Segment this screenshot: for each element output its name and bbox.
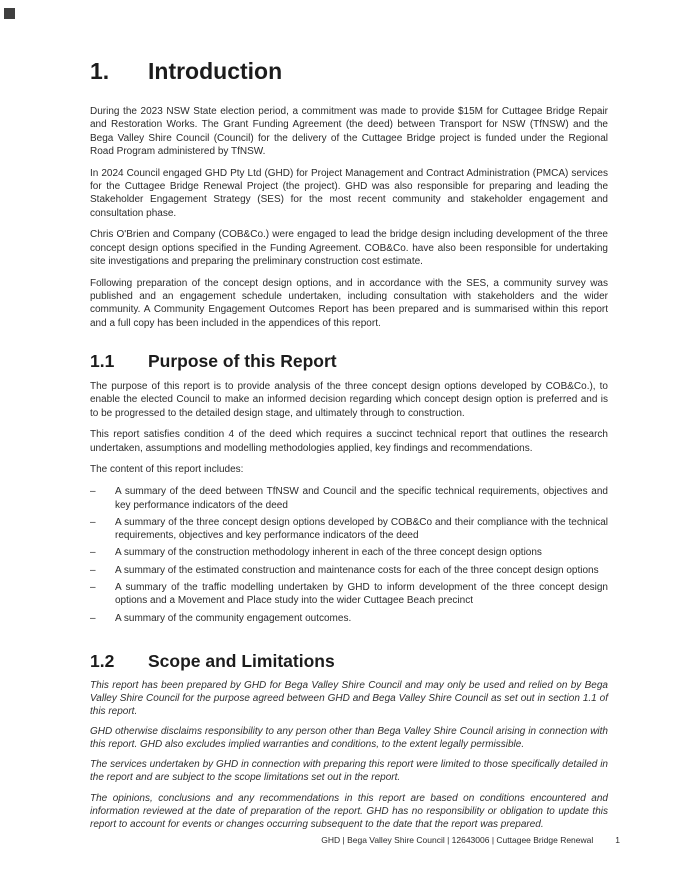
heading-title: Purpose of this Report bbox=[148, 350, 337, 371]
page-footer bbox=[90, 835, 620, 845]
list-item-text: A summary of the deed between TfNSW and Council and the specific technical requirements, objectives and key performance indicators of the deed bbox=[115, 486, 608, 511]
footer-text: GHD | Bega Valley Shire Council | 12643006 | Cuttagee Bridge Renewal bbox=[321, 835, 594, 845]
list-item bbox=[90, 485, 608, 512]
list-item bbox=[90, 516, 608, 543]
heading-number: 1. bbox=[90, 58, 110, 84]
list-item bbox=[90, 581, 608, 608]
paragraph: Following preparation of the concept design options, and in accordance with the SES, a community survey was published and an engagement schedule undertaken, including consultation with stakeholders and the wider community. A Community Engagement Outcomes Report has been prepared and is summarised within this report and a full copy has been included in the appendices of this report. bbox=[90, 277, 608, 329]
list-item bbox=[90, 612, 608, 625]
page-number: 1 bbox=[615, 835, 620, 845]
dash-bullet: – bbox=[90, 564, 96, 576]
paragraph: The services undertaken by GHD in connection with preparing this report were limited to those specifically detailed in the report and are subject to the scope limitations set out in the report. bbox=[90, 759, 608, 784]
disclaimer-block bbox=[90, 680, 608, 832]
section-heading-1-1 bbox=[90, 351, 608, 371]
report-contents-list bbox=[90, 485, 608, 625]
list-item bbox=[90, 546, 608, 559]
list-item-text: A summary of the three concept design options developed by COB&Co and their compliance with the technical requirements, objectives and key performance indicators of the deed bbox=[115, 516, 608, 542]
corner-artifact bbox=[4, 8, 15, 19]
list-item-text: A summary of the construction methodology inherent in each of the three concept design options bbox=[115, 547, 542, 559]
dash-bullet: – bbox=[90, 516, 96, 528]
paragraph: Chris O'Brien and Company (COB&Co.) were engaged to lead the bridge design including development of the three concept design options specified in the Funding Agreement. COB&Co. have also been responsible for undertaking site investigations and preparing the preliminary construction cost estimate. bbox=[90, 229, 608, 267]
page-content bbox=[90, 58, 608, 839]
paragraph: The opinions, conclusions and any recommendations in this report are based on conditions encountered and information reviewed at the date of preparation of the report. GHD has no responsibility or obligation to update this report to account for events or changes occurring subsequent to the date that the report was prepared. bbox=[90, 792, 608, 830]
list-item bbox=[90, 564, 608, 577]
paragraph: In 2024 Council engaged GHD Pty Ltd (GHD) for Project Management and Contract Administration (PMCA) services for the Cuttagee Bridge Renewal Project (the project). GHD was also responsible for preparing and leading the Stakeholder Engagement Strategy (SES) for the most recent community and stakeholder engagement and consultation phase. bbox=[90, 167, 608, 219]
paragraph: GHD otherwise disclaims responsibility to any person other than Bega Valley Shire Council arising in connection with this report. GHD also excludes implied warranties and conditions, to the extent legally permissible. bbox=[90, 726, 608, 751]
list-item-text: A summary of the community engagement outcomes. bbox=[115, 612, 352, 624]
list-intro: The content of this report includes: bbox=[90, 464, 244, 476]
heading-title: Introduction bbox=[148, 58, 283, 84]
dash-bullet: – bbox=[90, 582, 96, 594]
heading-title: Scope and Limitations bbox=[148, 650, 335, 671]
heading-number: 1.1 bbox=[90, 350, 115, 371]
list-item-text: A summary of the estimated construction and maintenance costs for each of the three concept design options bbox=[115, 564, 599, 576]
dash-bullet: – bbox=[90, 547, 96, 559]
section-heading-1-2 bbox=[90, 651, 608, 671]
list-item-text: A summary of the traffic modelling undertaken by GHD to inform development of the three concept design options and a Movement and Place study into the wider Cuttagee Beach precinct bbox=[115, 582, 608, 607]
dash-bullet: – bbox=[90, 612, 96, 624]
heading-number: 1.2 bbox=[90, 650, 115, 671]
paragraph: This report has been prepared by GHD for Bega Valley Shire Council and may only be used and relied on by Bega Valley Shire Council for the purpose agreed between GHD and Bega Valley Shire Council as set out in section 1.1 of this report. bbox=[90, 679, 608, 717]
paragraph: During the 2023 NSW State election period, a commitment was made to provide $15M for Cuttagee Bridge Repair and Restoration Works. The Grant Funding Agreement (the deed) between Transport for NSW (TfNSW) and the Bega Valley Shire Council (Council) for the delivery of the Cuttagee Bridge project is funded under the Regional Road Program administered by TfNSW. bbox=[90, 106, 608, 157]
paragraph: The purpose of this report is to provide analysis of the three concept design options developed by COB&Co.), to enable the elected Council to make an informed decision regarding which concept design option is preferred and is to be progressed to the detailed design stage, and ultimately through to construction. bbox=[90, 380, 608, 419]
dash-bullet: – bbox=[90, 486, 96, 498]
paragraph: This report satisfies condition 4 of the deed which requires a succinct technical report that outlines the research undertaken, assumptions and modelling methodologies applied, key findings and recommendations. bbox=[90, 429, 608, 454]
section-heading-1 bbox=[90, 58, 608, 84]
